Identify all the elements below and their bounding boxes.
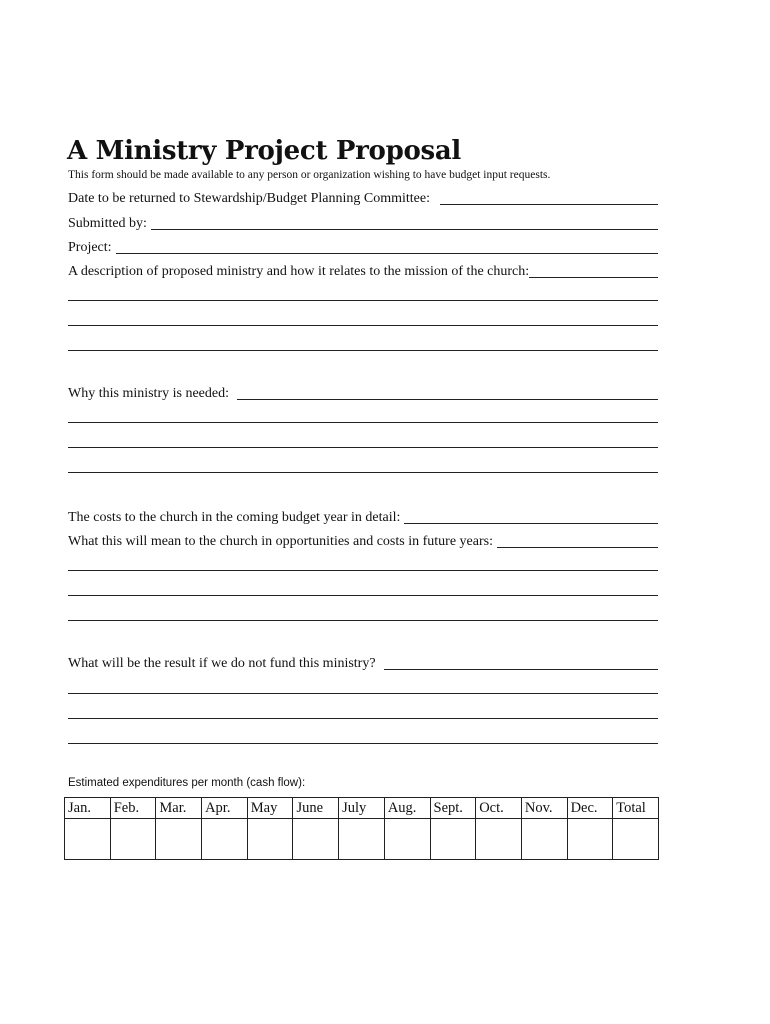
form-subtitle: This form should be made available to any person or organization wishing to have budget input requests.: [68, 169, 551, 181]
month-header-dec: Dec.: [567, 798, 613, 819]
month-header-aug: Aug.: [384, 798, 430, 819]
description-blank-line[interactable]: [68, 350, 658, 351]
description-blank-line[interactable]: [68, 325, 658, 326]
future-blank-line[interactable]: [68, 620, 658, 621]
submitted-by-line[interactable]: [151, 229, 658, 230]
project-line[interactable]: [116, 253, 658, 254]
no-fund-blank-line[interactable]: [68, 693, 658, 694]
amount-cell-nov[interactable]: [521, 819, 567, 860]
month-header-jan: Jan.: [65, 798, 111, 819]
return-date-field[interactable]: [68, 189, 658, 207]
month-header-may: May: [247, 798, 293, 819]
future-blank-line[interactable]: [68, 595, 658, 596]
month-header-feb: Feb.: [110, 798, 156, 819]
return-date-label: Date to be returned to Stewardship/Budget Planning Committee:: [68, 191, 430, 206]
form-title: A Ministry Project Proposal: [67, 136, 461, 166]
need-blank-line[interactable]: [68, 447, 658, 448]
no-fund-line[interactable]: [384, 669, 658, 670]
month-header-mar: Mar.: [156, 798, 202, 819]
need-blank-line[interactable]: [68, 422, 658, 423]
project-label: Project:: [68, 240, 112, 255]
return-date-line[interactable]: [440, 204, 658, 205]
need-field[interactable]: [68, 384, 658, 402]
costs-label: The costs to the church in the coming budget year in detail:: [68, 510, 401, 525]
amount-cell-jun[interactable]: [293, 819, 339, 860]
future-label: What this will mean to the church in opportunities and costs in future years:: [68, 534, 493, 549]
month-header-apr: Apr.: [202, 798, 248, 819]
amount-cell-aug[interactable]: [384, 819, 430, 860]
month-header-jul: July: [339, 798, 385, 819]
description-blank-line[interactable]: [68, 300, 658, 301]
submitted-by-field[interactable]: [68, 214, 658, 232]
expenditures-header-row: [65, 798, 659, 819]
expenditures-table: [64, 797, 659, 860]
amount-cell-may[interactable]: [247, 819, 293, 860]
amount-cell-feb[interactable]: [110, 819, 156, 860]
expenditures-caption: Estimated expenditures per month (cash flow):: [68, 777, 306, 789]
need-line[interactable]: [237, 399, 658, 400]
amount-cell-dec[interactable]: [567, 819, 613, 860]
month-header-jun: June: [293, 798, 339, 819]
amount-cell-mar[interactable]: [156, 819, 202, 860]
amount-cell-apr[interactable]: [202, 819, 248, 860]
future-field[interactable]: [68, 532, 658, 550]
expenditures-input-row: [65, 819, 659, 860]
costs-line[interactable]: [404, 523, 658, 524]
future-line[interactable]: [497, 547, 658, 548]
month-header-nov: Nov.: [521, 798, 567, 819]
submitted-by-label: Submitted by:: [68, 216, 147, 231]
amount-cell-total[interactable]: [613, 819, 659, 860]
future-blank-line[interactable]: [68, 570, 658, 571]
amount-cell-oct[interactable]: [476, 819, 522, 860]
total-header: Total: [613, 798, 659, 819]
no-fund-field[interactable]: [68, 654, 658, 672]
no-fund-label: What will be the result if we do not fund this ministry?: [68, 656, 376, 671]
amount-cell-jul[interactable]: [339, 819, 385, 860]
need-label: Why this ministry is needed:: [68, 386, 229, 401]
description-line[interactable]: [529, 277, 658, 278]
project-field[interactable]: [68, 238, 658, 256]
costs-field[interactable]: [68, 508, 658, 526]
amount-cell-sep[interactable]: [430, 819, 476, 860]
description-label: A description of proposed ministry and how it relates to the mission of the church:: [68, 264, 530, 279]
month-header-oct: Oct.: [476, 798, 522, 819]
no-fund-blank-line[interactable]: [68, 743, 658, 744]
amount-cell-jan[interactable]: [65, 819, 111, 860]
month-header-sep: Sept.: [430, 798, 476, 819]
description-field[interactable]: [68, 262, 658, 280]
need-blank-line[interactable]: [68, 472, 658, 473]
no-fund-blank-line[interactable]: [68, 718, 658, 719]
